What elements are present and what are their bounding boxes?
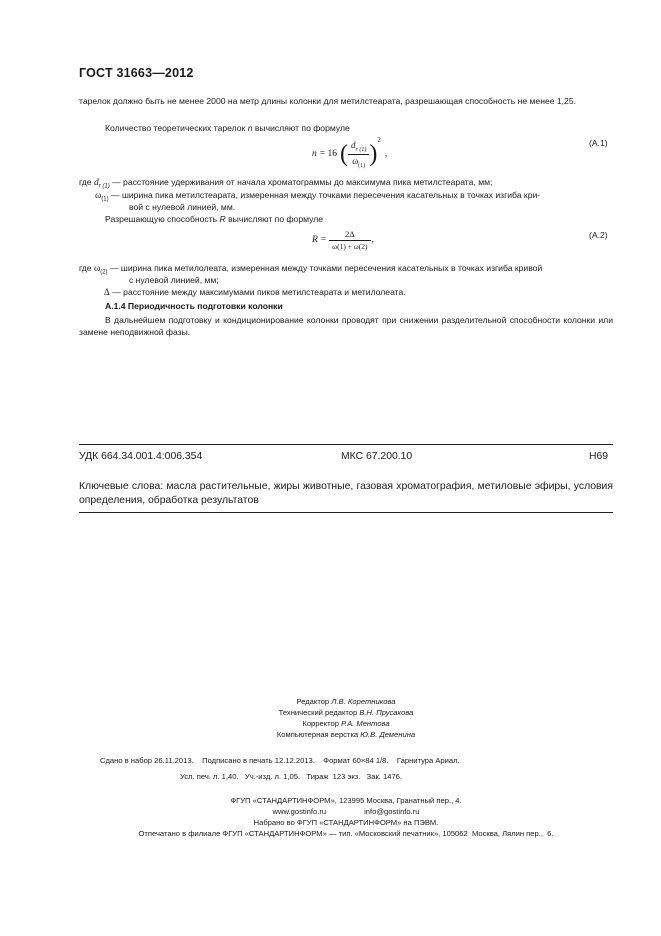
where-symbol-omega1-sub: (1) xyxy=(101,196,109,203)
where-symbol-omega1: ω xyxy=(95,191,102,201)
imprint-production-1: Сдано в набор 26.11.2013. Подписано в печать 12.12.2013. Формат 60×84 1/8. Гарнитура Ариал. xyxy=(100,756,460,765)
paragraph-resolution-intro xyxy=(105,213,605,225)
layout-name: Ю.В. Деменина xyxy=(360,730,416,739)
where2-lead: где xyxy=(79,263,92,273)
paragraph-plates-formula-intro xyxy=(105,122,605,134)
formula-power: 2 xyxy=(377,136,381,144)
formula-comma: , xyxy=(384,149,388,159)
corrector-name: Р.А. Ментова xyxy=(341,719,390,728)
where-symbol-d: d xyxy=(93,178,99,188)
denominator-sym: ω xyxy=(352,155,359,166)
formula2-comma: , xyxy=(371,235,374,245)
where-omega1-cont: вой с нулевой линией, мм. xyxy=(129,202,236,212)
standard-number: ГОСТ 31663—2012 xyxy=(79,66,194,80)
where-omega2-text: — ширина пика метилолеата, измеренная между точками пересечения касательных в точках изгиба кривой xyxy=(109,263,543,273)
divider-top xyxy=(79,444,613,445)
where-omega1-text: — ширина пика метилстеарата, измеренная между точками пересечения касательных в точках изгиба кри- xyxy=(111,190,541,200)
where-symbol-d-sub: r (1) xyxy=(98,183,110,190)
publisher-web: www.gostinfo.ru info@gostinfo.ru xyxy=(272,807,420,816)
where-lead: где xyxy=(79,177,92,187)
where-dr-text: — расстояние удерживания от начала хроматограммы до максимума пика метилстеарата, мм; xyxy=(112,177,493,187)
intro2-variable: R xyxy=(219,214,226,224)
where-symbol-omega2-sub: (2) xyxy=(100,269,108,276)
formula-number-a1: (А.1) xyxy=(589,138,608,148)
where-symbol-omega2: ω xyxy=(93,264,101,274)
where-delta xyxy=(104,286,406,298)
where-omega2-cont: с нулевой линией, мм; xyxy=(129,275,219,285)
printed-note: Отпечатано в филиале ФГУП «СТАНДАРТИНФОРМ» — тип. «Московский печатник», 105062 Москва, Лялин пер., 6. xyxy=(138,829,554,838)
formula-a1 xyxy=(312,138,387,170)
formula-left-paren: ( xyxy=(339,141,348,167)
publisher-address: ФГУП «СТАНДАРТИНФОРМ», 123995 Москва, Гранатный пер., 4. xyxy=(230,796,462,805)
denominator-sub: (1) xyxy=(358,162,366,169)
section-heading: А.1.4 Периодичность подготовки колонки xyxy=(105,301,283,311)
formula2-eq: = xyxy=(320,235,327,245)
where-symbol-delta: Δ xyxy=(104,287,110,297)
formula-a2 xyxy=(312,226,374,254)
tech-editor-name: В.Н. Прусакова xyxy=(359,708,414,717)
intro-text: Количество теоретических тарелок xyxy=(105,123,248,133)
editor-name: Л.В. Коретникова xyxy=(331,697,396,706)
editor-line xyxy=(220,696,472,707)
imprint-staff xyxy=(220,696,472,740)
corrector-line xyxy=(220,718,472,729)
paragraph-plates: тарелок должно быть не менее 2000 на метр длины колонки для метилстеарата, разрешающая способность не менее 1,25. xyxy=(79,96,577,106)
tech-editor-label: Технический редактор xyxy=(278,708,358,717)
formula2-denominator: ω(1) + ω(2) xyxy=(332,242,368,251)
udk-code: УДК 664.34.001.4:006.354 xyxy=(79,451,203,462)
keywords: Ключевые слова: масла растительные, жиры животные, газовая хроматография, метиловые эфиры, условия определения, обработка результатов xyxy=(79,481,613,506)
numerator-sub: r (1) xyxy=(355,146,367,153)
intro2-text-end: вычисляют по формуле xyxy=(225,214,324,224)
editor-label: Редактор xyxy=(296,697,330,706)
formula-fraction xyxy=(348,140,369,169)
intro2-text: Разрешающую способность xyxy=(105,214,220,224)
where-delta-text: — расстояние между максимумами пиков метилстеарата и метилолеата. xyxy=(112,287,406,297)
intro-text-end: вычисляют по формуле xyxy=(252,123,350,133)
formula-right-paren: ) xyxy=(369,141,378,167)
layout-label: Компьютерная верстка xyxy=(276,730,359,739)
layout-line xyxy=(220,729,472,740)
formula2-lhs: R xyxy=(312,235,318,245)
formula-number-a2: (А.2) xyxy=(589,230,608,240)
mks-code: МКС 67.200.10 xyxy=(341,451,413,462)
formula-lhs: n xyxy=(312,149,317,159)
paragraph-periodicity: В дальнейшем подготовку и кондиционирование колонки проводят при снижении разделительной способности колонки или замене неподвижной фазы. xyxy=(79,315,613,337)
numerator-var: d xyxy=(350,139,356,150)
tech-editor-line xyxy=(220,707,472,718)
divider-bottom xyxy=(79,512,613,513)
formula2-fraction xyxy=(329,229,370,251)
formula2-numerator: 2Δ xyxy=(329,229,370,241)
imprint-production-2: Усл. печ. л. 1,40. Уч.-изд. л. 1,05. Тираж 123 экз. Зак. 1476. xyxy=(180,772,403,781)
okp-code: Н69 xyxy=(588,451,608,462)
corrector-label: Корректор xyxy=(302,719,339,728)
intro-variable: n xyxy=(247,123,253,133)
typeset-note: Набрано во ФГУП «СТАНДАРТИНФОРМ» на ПЭВМ. xyxy=(253,818,439,827)
formula-coef: = 16 xyxy=(319,149,337,159)
